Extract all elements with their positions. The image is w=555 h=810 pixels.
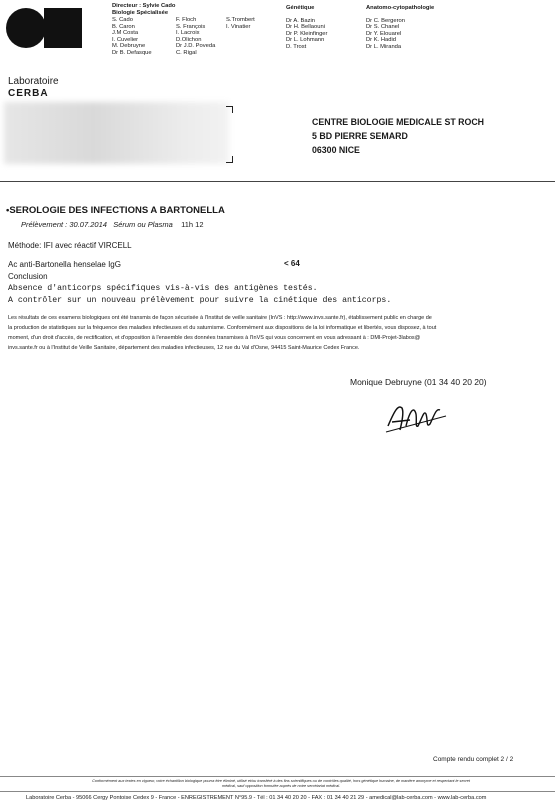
staff-member: I. Lacroix	[176, 30, 200, 37]
staff-member: Dr C. Bergeron	[366, 17, 405, 24]
staff-col2	[176, 17, 215, 57]
window-corner-bottom-right	[226, 156, 233, 163]
staff-member: C. Rigal	[176, 49, 197, 56]
staff-directory	[112, 3, 175, 16]
conclusion-label: Conclusion	[8, 272, 48, 281]
prelevement-label: Prélèvement :	[21, 220, 68, 229]
sample-type: Sérum ou Plasma	[113, 220, 173, 229]
staff-member: Dr S. Chanel	[366, 24, 400, 31]
invs-notice	[8, 313, 548, 353]
sample-time: 11h 12	[181, 220, 204, 229]
staff-col3	[226, 17, 255, 30]
spec-title: Biologie Spécialisée	[112, 9, 169, 16]
notice-line: la production de statistiques sur la fréquence des maladies infectieuses et du saturnisme. Conformément aux dispositions de la loi informatique et libertés, vous disposez, à tout	[8, 325, 437, 331]
lab-name-line2: CERBA	[8, 88, 49, 99]
footer-disclaimer	[16, 779, 546, 789]
anapath-title: Anatomo-cytopathologie	[366, 5, 435, 11]
header-divider	[0, 181, 555, 182]
method: Méthode: IFI avec réactif VIRCELL	[8, 241, 132, 250]
staff-member: I. Vinatier	[226, 23, 251, 30]
bullet-icon: •	[6, 205, 10, 216]
lab-name	[8, 76, 59, 100]
staff-member: Dr Y. Elouarel	[366, 30, 402, 37]
staff-member: M. Debruyne	[112, 43, 146, 50]
conclusion-line1: Absence d'anticorps spécifiques vis-à-vis des antigènes testés.	[8, 284, 318, 293]
staff-member: B. Caron	[112, 23, 135, 30]
staff-member: D.Olichon	[176, 36, 202, 43]
staff-col4	[286, 5, 327, 51]
logo-circle	[6, 8, 46, 48]
page-count: Compte rendu complet 2 / 2	[433, 756, 514, 763]
staff-member: Dr K. Hadid	[366, 37, 396, 44]
recipient-address	[312, 115, 484, 157]
staff-member: J.M Costa	[112, 30, 139, 37]
footer-disclaimer-line1: Conformément aux textes en vigueur, votre échantillon biologique pourra être éliminé, utilisé et/ou transféré à des fins scientifiques ou de contrôles qualité, hors génétique humaine, de manière anonyme et respectant le secret	[92, 779, 470, 783]
prelevement-date: 30.07.2014	[69, 220, 107, 229]
staff-member: Dr L. Lohmann	[286, 37, 325, 44]
staff-member: D. Trost	[286, 43, 307, 50]
notice-line: Les résultats de ces examens biologiques ont été transmis de façon sécurisée à l'Institut de veille sanitaire (InVS : http://www.invs.sante.fr), établissement public en charge de	[8, 315, 432, 321]
footer-contact: Laboratoire Cerba - 95066 Cergy Pontoise Cedex 9 - France - ENREGISTREMENT N°95.9 - Tél : 01 34 40 20 20 - FAX : 01 34 40 21 29 - amedical@lab-cerba.com - www.lab-cerba.com	[26, 795, 487, 801]
footer-divider	[0, 776, 555, 777]
director: Directeur : Sylvie Cado	[112, 3, 176, 9]
staff-member: S. Cado	[112, 17, 133, 23]
genetics-title: Génétique	[286, 5, 315, 11]
footer-divider-2	[0, 791, 555, 792]
signature	[382, 396, 452, 440]
logo-square	[44, 8, 82, 48]
report-title: •SEROLOGIE DES INFECTIONS A BARTONELLA	[6, 205, 225, 216]
window-corner-top-right	[226, 106, 233, 113]
staff-member: I. Cuvelier	[112, 36, 139, 43]
footer-disclaimer-line2: médical, sauf opposition formulée auprès de notre secrétariat médical.	[221, 784, 341, 788]
test-name: Ac anti-Bartonella henselae IgG	[8, 260, 121, 269]
signer-name: Monique Debruyne (01 34 40 20 20)	[350, 377, 487, 387]
notice-line: invs.sante.fr ou à l'Institut de Veille Sanitaire, département des maladies infectieuses, 12 rue du Val d'Osne, 94415 Saint-Maurice Cedex France.	[8, 345, 360, 351]
staff-member: Dr L. Miranda	[366, 43, 402, 50]
staff-col1	[112, 17, 152, 57]
staff-member: Dr P. Kleinfinger	[286, 30, 328, 37]
staff-member: Dr H. Bellaouni	[286, 24, 325, 31]
staff-member: Dr J.D. Poveda	[176, 43, 216, 50]
staff-member: Dr A. Bazin	[286, 17, 315, 24]
staff-member: F. Floch	[176, 17, 197, 23]
recipient-line2: 5 BD PIERRE SEMARD	[312, 131, 408, 141]
test-value: < 64	[284, 259, 300, 268]
redacted-address	[4, 102, 229, 164]
lab-name-line1: Laboratoire	[8, 76, 59, 87]
staff-member: S.Trombert	[226, 17, 255, 23]
staff-col5	[366, 5, 434, 51]
recipient-line1: CENTRE BIOLOGIE MEDICALE ST ROCH	[312, 117, 485, 127]
conclusion-line2: A contrôler sur un nouveau prélèvement pour suivre la cinétique des anticorps.	[8, 296, 392, 305]
notice-line: moment, d'un droit d'accès, de rectification, et d'opposition à l'ensemble des données transmises à l'InVS qui vous concernent en vous adressant à : DMI-Projet-3labos@	[8, 335, 421, 341]
staff-member: S. François	[176, 23, 206, 30]
staff-member: Dr B. Defasque	[112, 49, 152, 56]
cerba-logo	[6, 8, 72, 64]
recipient-line3: 06300 NICE	[312, 145, 360, 155]
sample-info	[21, 220, 204, 229]
